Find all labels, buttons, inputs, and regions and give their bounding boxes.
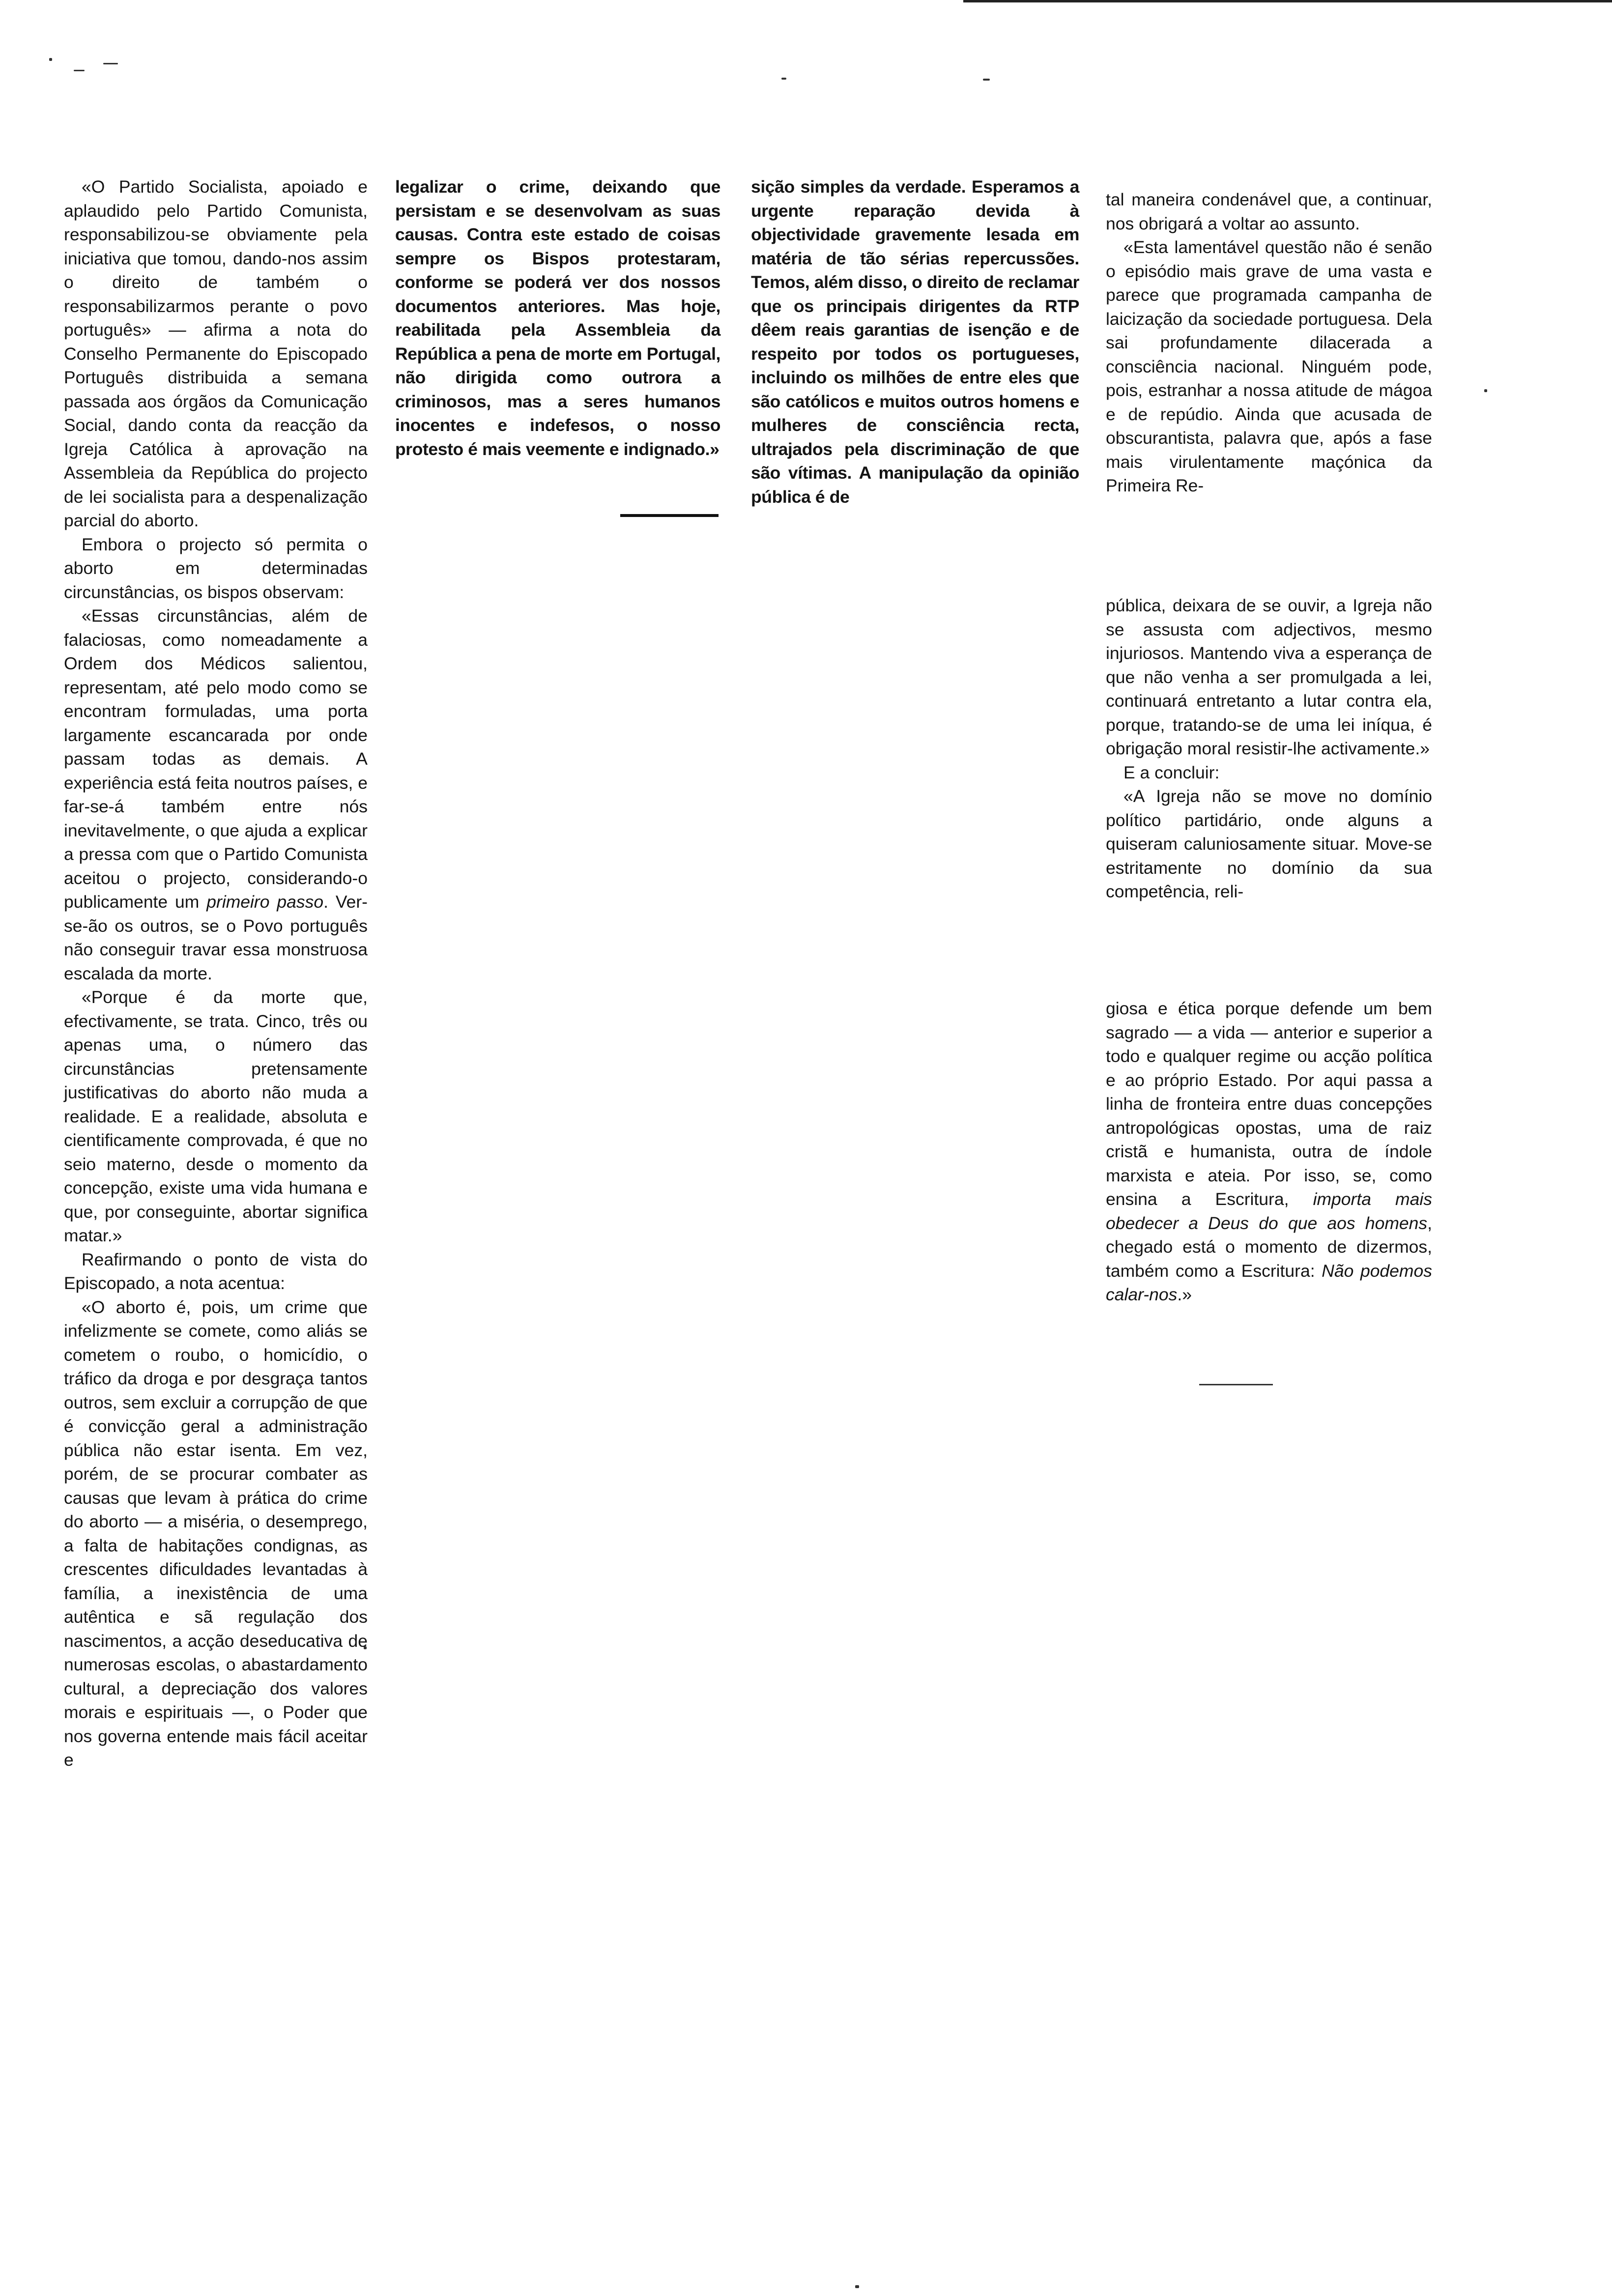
paragraph: «A Igreja não se move no domínio político partidário, onde alguns a quiseram caluniosamente situar. Move-se estritamente no domínio da sua competência, reli- bbox=[1106, 786, 1432, 901]
article-column-4-part-1 bbox=[1106, 188, 1432, 498]
emphasis: importa mais obedecer a Deus do que aos homens bbox=[1106, 1189, 1432, 1233]
paragraph: Reafirmando o ponto de vista do Episcopado, a nota acentua: bbox=[64, 1249, 368, 1293]
article-column-3 bbox=[751, 175, 1079, 509]
text-run: . Ver-se-ão os outros, se o Povo português não conseguir travar essa monstruosa escalada da morte. bbox=[64, 892, 368, 983]
text-run: .» bbox=[1177, 1285, 1192, 1304]
paragraph: E a concluir: bbox=[1123, 762, 1220, 782]
closing-paragraph bbox=[1106, 997, 1432, 1307]
paragraph: «Porque é da morte que, efectivamente, se trata. Cinco, três ou apenas uma, o número das circunstâncias pretensamente justificativas do aborto não muda a realidade. E a realidade, absoluta e cientificamente comprovada, é que no seio materno, desde o momento da concepção, existe uma vida humana e que, por conseguinte, abortar significa matar.» bbox=[64, 987, 368, 1245]
scan-speck bbox=[103, 63, 118, 64]
paragraph: «O aborto é, pois, um crime que infelizmente se comete, como aliás se cometem o roubo, o homicídio, o tráfico da droga e por desgraça tantos outros, sem excluir a corrupção de que é convicção geral a administração pública não estar isenta. Em vez, porém, de se procurar combater as causas que levam à prática do crime do aborto — a miséria, o desemprego, a falta de habitações condignas, as crescentes dificuldades levantadas à família, a inexistência de uma autêntica e sã regulação dos nascimentos, a acção deseducativa de numerosas escolas, o abastardamento cultural, a depreciação dos valores morais e espirituais —, o Poder que nos governa entende mais fácil aceitar e bbox=[64, 1297, 368, 1770]
paragraph: sição simples da verdade. Esperamos a urgente reparação devida à objectividade gravemente lesada em matéria de tão sérias repercussões. Temos, além disso, o direito de reclamar que os principais dirigentes da RTP dêem reais garantias de isenção e de respeito por todos os portugueses, incluindo os milhões de entre eles que são católicos e muitos outros homens e mulheres de consciência recta, ultrajados pela discriminação de que são vítimas. A manipulação da opinião pública é de bbox=[751, 177, 1079, 507]
article-end-rule bbox=[1199, 1384, 1273, 1385]
article-column-4-part-3 bbox=[1106, 997, 1432, 1307]
emphasis: primeiro passo bbox=[206, 892, 324, 912]
paragraph: legalizar o crime, deixando que persistam e se desenvolvam as suas causas. Contra este estado de coisas sempre os Bispos protestaram, conforme se poderá ver dos nossos documentos anteriores. Mas hoje, reabilitada pela Assembleia da República a pena de morte em Portugal, não dirigida como outrora a criminosos, mas a seres humanos inocentes e indefesos, o nosso protesto é mais veemente e indignado.» bbox=[395, 177, 720, 459]
text-run: giosa e ética porque defende um bem sagrado — a vida — anterior e superior a todo e qualquer regime ou acção política e ao próprio Estado. Por aqui passa a linha de fronteira entre duas concepções antropológicas opostas, uma de raiz cristã e humanista, outra de índole marxista e ateia. Por isso, se, como ensina a Escritura, bbox=[1106, 999, 1432, 1209]
emphasis: Não podemos calar-nos bbox=[1106, 1261, 1432, 1304]
top-border-rule bbox=[963, 0, 1612, 2]
scan-speck bbox=[855, 2285, 859, 2288]
paragraph: Embora o projecto só permita o aborto em determinadas circunstâncias, os bispos observam: bbox=[64, 534, 368, 602]
text-run: «Essas circunstâncias, além de falaciosas, como nomeadamente a Ordem dos Médicos salientou, representam, até pelo modo como se encontram formuladas, uma porta largamente escancarada por onde passam todas as demais. A experiência está feita noutros países, e far-se-á também entre nós inevitavelmente, o que ajuda a explicar a pressa com que o Partido Comunista aceitou o projecto, considerando-o publicamente um bbox=[64, 606, 368, 912]
paragraph: pública, deixara de se ouvir, a Igreja não se assusta com adjectivos, mesmo injuriosos. Mantendo viva a esperança de que não venha a ser promulgada a lei, continuará entretanto a lutar contra ela, porque, tratando-se de uma lei iníqua, é obrigação moral resistir-lhe activamente.» bbox=[1106, 596, 1432, 758]
article-column-1 bbox=[64, 175, 368, 1772]
scan-speck bbox=[781, 78, 786, 80]
paragraph: tal maneira condenável que, a continuar, nos obrigará a voltar ao assunto. bbox=[1106, 190, 1432, 233]
article-column-4-part-2 bbox=[1106, 594, 1432, 904]
text-run: , chegado está o momento de dizermos, também como a Escritura: bbox=[1106, 1213, 1432, 1281]
article-column-2 bbox=[395, 175, 720, 461]
paragraph: «Esta lamentável questão não é senão o episódio mais grave de uma vasta e parece que programada campanha de laicização da sociedade portuguesa. Dela sai profundamente dilacerada a consciência nacional. Ninguém pode, pois, estranhar a nossa atitude de mágoa e de repúdio. Ainda que acusada de obscurantista, palavra que, após a fase mais virulentamente maçónica da Primeira Re- bbox=[1106, 237, 1432, 495]
scan-speck bbox=[74, 70, 85, 71]
scan-speck bbox=[1484, 389, 1487, 392]
section-end-rule bbox=[620, 514, 719, 517]
scan-speck bbox=[983, 79, 990, 81]
quote-paragraph bbox=[64, 604, 368, 985]
scan-speck bbox=[49, 58, 52, 61]
paragraph: «O Partido Socialista, apoiado e aplaudido pelo Partido Comunista, responsabilizou-se obviamente pela iniciativa que tomou, dando-nos assim o direito de também o responsabilizarmos perante o povo português» — afirma a nota do Conselho Permanente do Episcopado Português distribuida a semana passada aos órgãos da Comunicação Social, dando conta da reacção da Igreja Católica à aprovação na Assembleia da República do projecto de lei socialista para a despenalização parcial do aborto. bbox=[64, 177, 368, 530]
